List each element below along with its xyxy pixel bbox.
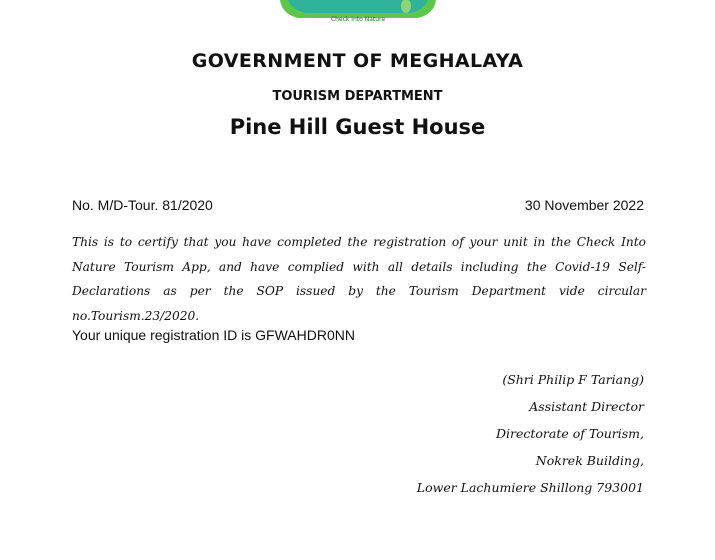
logo-tagline: Check into Nature xyxy=(330,16,386,22)
certification-paragraph: This is to certify that you have completed the registration of your unit in the Check Into Nature Tourism App, and have complied with all details including the Covid-19 Self-Declarations as per the SOP issued by the Tourism Department vide circular no.Tourism.23/2020. xyxy=(72,235,646,323)
government-heading: GOVERNMENT OF MEGHALAYA xyxy=(191,50,524,72)
letter-date: 30 November 2022 xyxy=(524,197,644,213)
department-heading: TOURISM DEPARTMENT xyxy=(272,89,443,104)
signatory-building: Nokrek Building, xyxy=(535,453,644,468)
signatory-name: (Shri Philip F Tariang) xyxy=(502,372,644,387)
signatory-title: Assistant Director xyxy=(529,399,644,414)
signatory-address: Lower Lachumiere Shillong 793001 xyxy=(416,480,644,495)
reference-number: No. M/D-Tour. 81/2020 xyxy=(72,197,213,213)
registration-id-line: Your unique registration ID is GFWAHDR0NN xyxy=(72,327,355,343)
check-into-nature-logo xyxy=(278,0,438,22)
property-name-title: Pine Hill Guest House xyxy=(229,115,486,139)
signatory-office: Directorate of Tourism, xyxy=(495,426,644,441)
